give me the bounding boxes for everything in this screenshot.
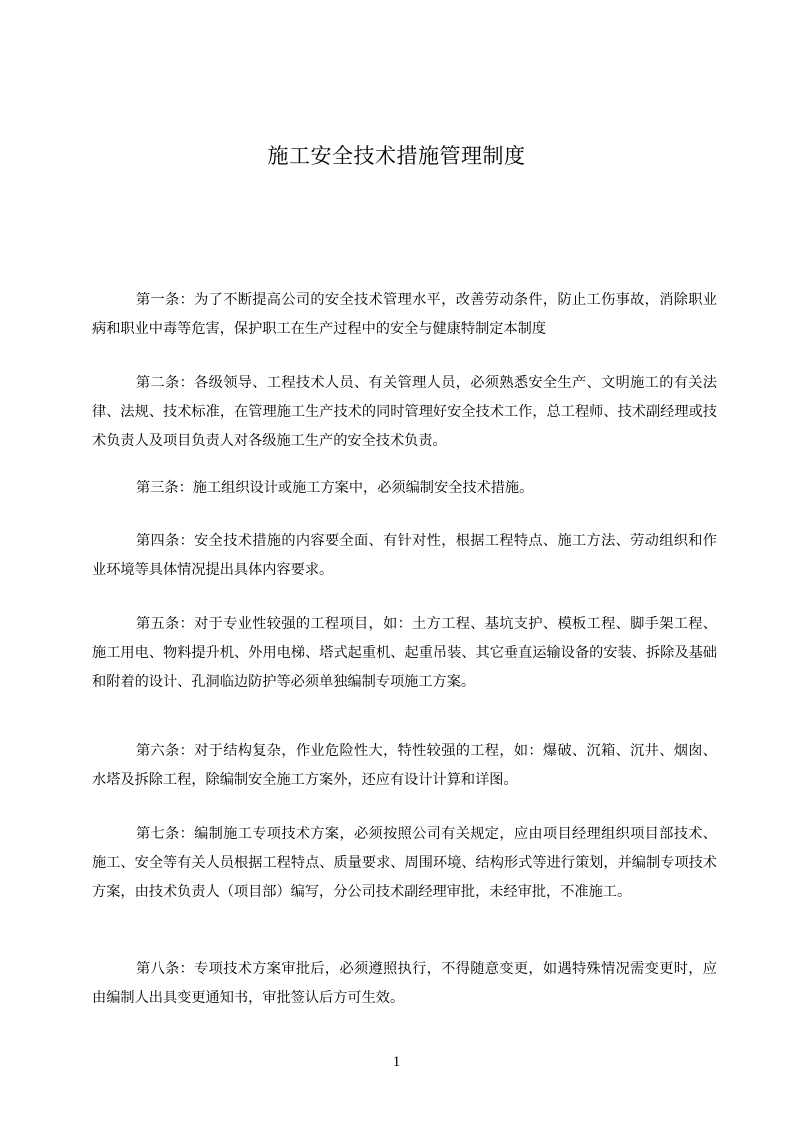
article-7: 第七条：编制施工专项技术方案，必须按照公司有关规定，应由项目经理组织项目部技术、施工、安全等有关人员根据工程特点、质量要求、周围环境、结构形式等进行策划，并编制专项技术方案，由技术负责人（项目部）编写，分公司技术副经理审批，未经审批，不准施工。	[92, 826, 717, 900]
page-number: 1	[392, 1054, 401, 1070]
article-3: 第三条：施工组织设计或施工方案中，必须编制安全技术措施。	[136, 480, 534, 496]
article-8: 第八条：专项技术方案审批后，必须遵照执行，不得随意变更，如遇特殊情况需变更时，应由编制人出具变更通知书，审批签认后方可生效。	[92, 961, 717, 1006]
article-1: 第一条：为了不断提高公司的安全技术管理水平，改善劳动条件，防止工伤事故，消除职业病和职业中毒等危害，保护职工在生产过程中的安全与健康特制定本制度	[92, 292, 717, 337]
article-5: 第五条：对于专业性较强的工程项目，如：土方工程、基坑支护、模板工程、脚手架工程、施工用电、物料提升机、外用电梯、塔式起重机、起重吊装、其它垂直运输设备的安装、拆除及基础和附着的设计、孔洞临边防护等必须单独编制专项施工方案。	[92, 616, 717, 690]
article-4: 第四条：安全技术措施的内容要全面、有针对性，根据工程特点、施工方法、劳动组织和作业环境等具体情况提出具体内容要求。	[92, 533, 717, 578]
article-2: 第二条：各级领导、工程技术人员、有关管理人员，必须熟悉安全生产、文明施工的有关法律、法规、技术标准，在管理施工生产技术的同时管理好安全技术工作，总工程师、技术副经理或技术负责人及项目负责人对各级施工生产的安全技术负责。	[92, 375, 717, 449]
document-title: 施工安全技术措施管理制度	[267, 144, 526, 168]
article-6: 第六条：对于结构复杂，作业危险性大，特性较强的工程，如：爆破、沉箱、沉井、烟囱、水塔及拆除工程，除编制安全施工方案外，还应有设计计算和详图。	[92, 743, 717, 788]
